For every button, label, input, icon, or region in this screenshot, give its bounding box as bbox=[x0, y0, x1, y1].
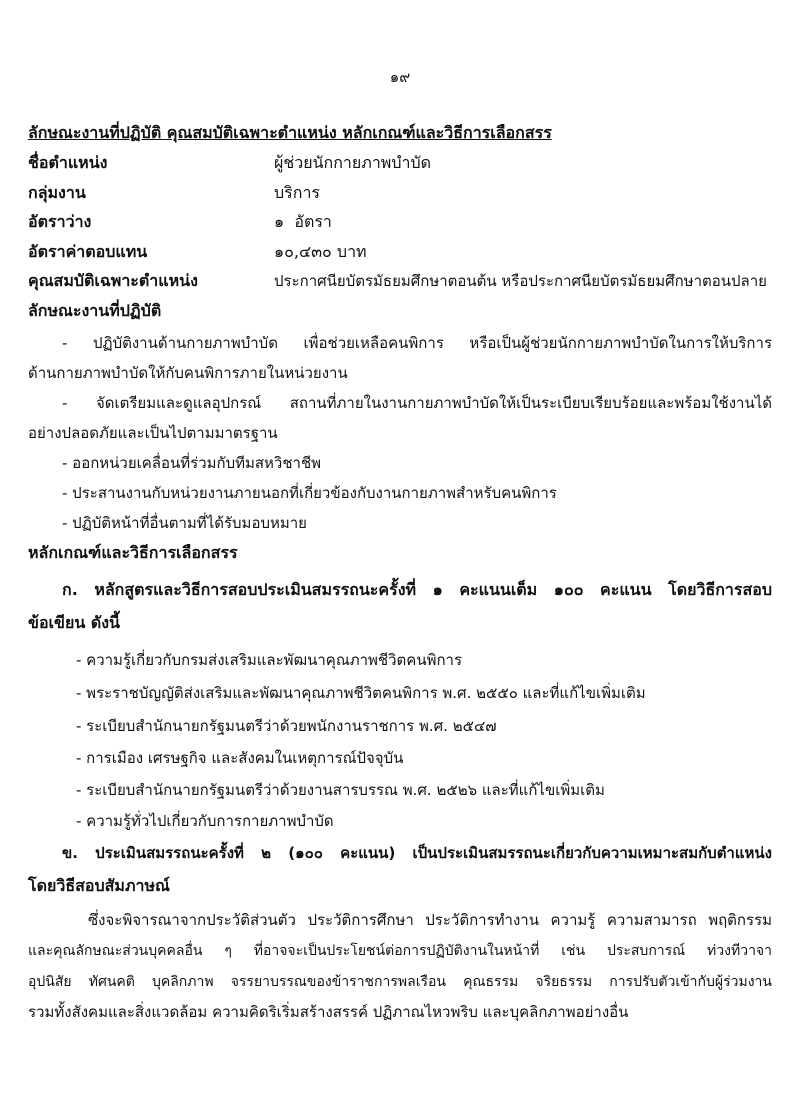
field-salary bbox=[28, 241, 772, 263]
field-label: กลุ่มงาน bbox=[28, 183, 86, 202]
paragraph-line: และคุณลักษณะส่วนบุคคลอื่น ๆ ที่อาจจะเป็นประโยชน์ต่อการปฏิบัติงานในหน้าที่ เช่น ประสบการณ์ ท่วงทีวาจา bbox=[28, 943, 772, 959]
duty-line: - ประสานงานกับหน่วยงานภายนอกที่เกี่ยวข้องกับงานกายภาพสำหรับคนพิการ bbox=[62, 484, 557, 502]
exam-topic: - ความรู้ทั่วไปเกี่ยวกับการกายภาพบำบัด bbox=[76, 812, 334, 830]
duty-line: - ออกหน่วยเคลื่อนที่ร่วมกับทีมสหวิชาชีพ bbox=[62, 454, 322, 472]
selection-heading: หลักเกณฑ์และวิธีการเลือกสรร bbox=[28, 543, 238, 562]
part-a-line: ก. หลักสูตรและวิธีการสอบประเมินสมรรถนะครั้งที่ ๑ คะแนนเต็ม ๑๐๐ คะแนน โดยวิธีการสอบ bbox=[62, 580, 772, 599]
exam-topic: - ความรู้เกี่ยวกับกรมส่งเสริมและพัฒนาคุณภาพชีวิตคนพิการ bbox=[76, 651, 463, 669]
field-vacancy bbox=[28, 211, 772, 233]
field-position bbox=[28, 152, 772, 174]
field-label: คุณสมบัติเฉพาะตำแหน่ง bbox=[28, 271, 198, 290]
field-label: ชื่อตำแหน่ง bbox=[28, 153, 108, 172]
field-qualification bbox=[28, 270, 772, 292]
duty-line: ด้านกายภาพบำบัดให้กับคนพิการภายในหน่วยงาน bbox=[28, 364, 348, 382]
field-value: บริการ bbox=[274, 183, 321, 202]
paragraph-line: รวมทั้งสังคมและสิ่งแวดล้อม ความคิดริเริ่มสร้างสรรค์ ปฏิภาณไหวพริบ และบุคลิกภาพอย่างอื่น bbox=[28, 1003, 629, 1021]
exam-topic: - พระราชบัญญัติส่งเสริมและพัฒนาคุณภาพชีวิตคนพิการ พ.ศ. ๒๕๕๐ และที่แก้ไขเพิ่มเติม bbox=[76, 684, 646, 702]
exam-topic: - ระเบียบสำนักนายกรัฐมนตรีว่าด้วยพนักงานราชการ พ.ศ. ๒๕๔๗ bbox=[76, 717, 497, 735]
part-b-line: โดยวิธีสอบสัมภาษณ์ bbox=[28, 876, 170, 895]
part-a-line: ข้อเขียน ดังนี้ bbox=[28, 613, 120, 632]
field-value: ๑ อัตรา bbox=[274, 212, 332, 231]
duties-heading: ลักษณะงานที่ปฏิบัติ bbox=[28, 301, 162, 320]
part-b-line: ข. ประเมินสมรรถนะครั้งที่ ๒ (๑๐๐ คะแนน) เป็นประเมินสมรรถนะเกี่ยวกับความเหมาะสมกับตำแหน่ง bbox=[62, 844, 772, 862]
duty-line: อย่างปลอดภัยและเป็นไปตามมาตรฐาน bbox=[28, 424, 278, 442]
field-label: อัตราค่าตอบแทน bbox=[28, 242, 148, 261]
field-value: ๑๐,๔๓๐ บาท bbox=[274, 242, 367, 261]
exam-topic: - การเมือง เศรษฐกิจ และสังคมในเหตุการณ์ปัจจุบัน bbox=[76, 749, 404, 767]
paragraph-line: อุปนิสัย ทัศนคติ บุคลิกภาพ จรรยาบรรณของข้าราชการพลเรือน คุณธรรม จริยธรรม การปรับตัวเข้ากับผู้ร่วมงาน bbox=[28, 974, 772, 990]
duty-line: - จัดเตรียมและดูแลอุปกรณ์ สถานที่ภายในงานกายภาพบำบัดให้เป็นระเบียบเรียบร้อยและพร้อมใช้งานได้ bbox=[62, 394, 772, 412]
duty-line: - ปฏิบัติงานด้านกายภาพบำบัด เพื่อช่วยเหลือคนพิการ หรือเป็นผู้ช่วยนักกายภาพบำบัดในการให้บริการ bbox=[62, 334, 772, 352]
field-group bbox=[28, 182, 772, 204]
paragraph-line: ซึ่งจะพิจารณาจากประวัติส่วนตัว ประวัติการศึกษา ประวัติการทำงาน ความรู้ ความสามารถ พฤติกรรม bbox=[88, 911, 772, 929]
page-number: ๑๙ bbox=[389, 68, 411, 86]
document-title: ลักษณะงานที่ปฏิบัติ คุณสมบัติเฉพาะตำแหน่ง หลักเกณฑ์และวิธีการเลือกสรร bbox=[28, 123, 552, 142]
field-label: อัตราว่าง bbox=[28, 212, 92, 231]
field-value: ประกาศนียบัตรมัธยมศึกษาตอนต้น หรือประกาศนียบัตรมัธยมศึกษาตอนปลาย bbox=[274, 272, 767, 290]
duty-line: - ปฏิบัติหน้าที่อื่นตามที่ได้รับมอบหมาย bbox=[62, 514, 307, 532]
field-value: ผู้ช่วยนักกายภาพบำบัด bbox=[274, 153, 432, 172]
exam-topic: - ระเบียบสำนักนายกรัฐมนตรีว่าด้วยงานสารบรรณ พ.ศ. ๒๕๒๖ และที่แก้ไขเพิ่มเติม bbox=[76, 781, 605, 799]
